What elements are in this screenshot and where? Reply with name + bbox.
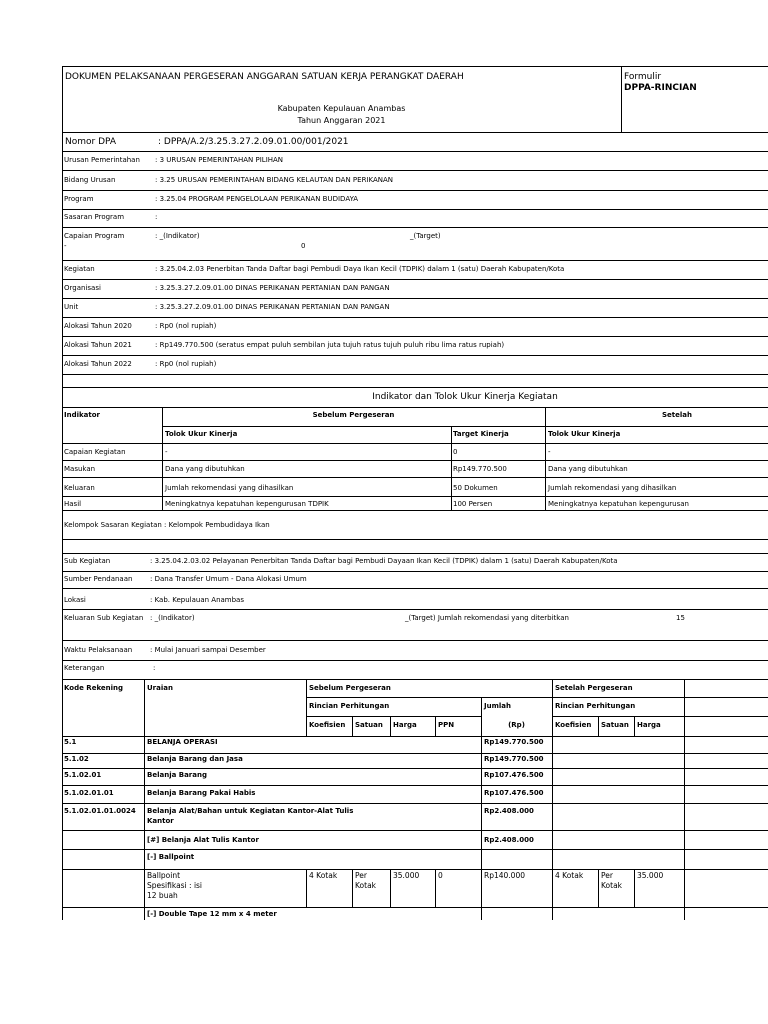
rincian-last-item: [-] Double Tape 12 mm x 4 meter [147,910,277,918]
kinerja-row-tolok2: Meningkatnya kepatuhan kepengurusan [548,500,689,508]
rincian-col-koef2: Koefisien [555,721,592,729]
kinerja-row-tolok: Dana yang dibutuhkan [165,465,245,473]
rincian-row-uraian: Belanja Alat/Bahan untuk Kegiatan Kantor-Alat Tulis [147,807,354,815]
alokasi-2022-label: Alokasi Tahun 2022 [64,360,132,368]
kinerja-row-tolok: - [165,448,168,456]
bidang-value: : 3.25 URUSAN PEMERINTAHAN BIDANG KELAUTAN DAN PERIKANAN [155,176,394,184]
rincian-col-satuan: Satuan [355,721,383,729]
rincian-col-sebelum: Sebelum Pergeseran [309,684,391,692]
rincian-col-rincian2: Rincian Perhitungan [555,702,636,710]
unit-label: Unit [64,303,79,311]
kinerja-row-tolok2: - [548,448,551,456]
item-satuan-2: Kotak [355,881,377,890]
rincian-row-uraian: [-] Ballpoint [147,853,195,861]
region-name: Kabupaten Kepulauan Anambas [277,104,406,113]
kinerja-col-setelah: Setelah [662,411,692,419]
rincian-row-uraian: Belanja Barang [147,771,207,779]
item-harga: 35.000 [393,871,420,880]
organisasi-label: Organisasi [64,284,101,292]
item-satuan2: Per [601,871,613,880]
kinerja-row-ind: Masukan [64,465,96,473]
alokasi-2022-value: : Rp0 (nol rupiah) [155,360,217,368]
sasaran-value: : [155,213,158,221]
kinerja-row-target: 50 Dokumen [453,484,498,492]
kinerja-col-tolok2: Tolok Ukur Kinerja [548,430,621,438]
rincian-col-harga2: Harga [637,721,661,729]
item-ppn: 0 [438,871,443,880]
rincian-col-setelah: Setelah Pergeseran [555,684,633,692]
keluaran-sub-indikator: : _(Indikator) [150,614,195,622]
rincian-row-uraian: Belanja Barang dan Jasa [147,755,243,763]
kinerja-row-tolok: Meningkatnya kepatuhan kepengurusan TDPIK [165,500,329,508]
keterangan-label: Keterangan [64,664,105,672]
rincian-row-uraian: [#] Belanja Alat Tulis Kantor [147,836,259,844]
item-harga2: 35.000 [637,871,664,880]
unit-value: : 3.25.3.27.2.09.01.00 DINAS PERIKANAN PERTANIAN DAN PANGAN [155,303,390,311]
capaian-dash: - [64,242,67,250]
lokasi-label: Lokasi [64,596,86,604]
kinerja-row-ind: Capaian Kegiatan [64,448,126,456]
program-label: Program [64,195,94,203]
waktu-value: : Mulai Januari sampai Desember [150,646,266,654]
waktu-label: Waktu Pelaksanaan [64,646,133,654]
keterangan-value: : [153,664,156,672]
capaian-label: Capaian Program [64,232,125,240]
budget-year: Tahun Anggaran 2021 [297,116,386,125]
rincian-row-kode: 5.1.02.01.01.0024 [64,807,136,815]
item-qty: 12 buah [147,891,178,900]
kegiatan-value: : 3.25.04.2.03 Penerbitan Tanda Daftar bagi Pembudi Daya Ikan Kecil (TDPIK) dalam 1 (satu) Daerah Kabupaten/Kota [155,265,565,273]
keluaran-sub-number: 15 [676,614,685,622]
organisasi-value: : 3.25.3.27.2.09.01.00 DINAS PERIKANAN PERTANIAN DAN PANGAN [155,284,390,292]
nomor-dpa-value: : DPPA/A.2/3.25.3.27.2.09.01.00/001/2021 [158,137,349,147]
rincian-row-uraian: BELANJA OPERASI [147,738,218,746]
sasaran-label: Sasaran Program [64,213,125,221]
alokasi-2020-label: Alokasi Tahun 2020 [64,322,132,330]
item-koef2: 4 Kotak [555,871,584,880]
kinerja-row-target: 0 [453,448,458,456]
keluaran-sub-target: _(Target) Jumlah rekomendasi yang diterbitkan [405,614,569,622]
kinerja-row-ind: Keluaran [64,484,95,492]
capaian-zero: 0 [301,242,306,250]
rincian-row-kode: 5.1.02.01.01 [64,789,114,797]
keluaran-sub-label: Keluaran Sub Kegiatan [64,614,144,622]
kinerja-col-tolok: Tolok Ukur Kinerja [165,430,238,438]
bidang-label: Bidang Urusan [64,176,116,184]
rincian-col-satuan2: Satuan [601,721,629,729]
kinerja-row-tolok: Jumlah rekomendasi yang dihasilkan [165,484,294,492]
capaian-indikator: : _(Indikator) [155,232,200,240]
kinerja-row-tolok2: Dana yang dibutuhkan [548,465,628,473]
rincian-row-kode: 5.1 [64,738,77,746]
alokasi-2021-label: Alokasi Tahun 2021 [64,341,132,349]
rincian-row-jumlah: Rp107.476.500 [484,771,544,779]
program-value: : 3.25.04 PROGRAM PENGELOLAAN PERIKANAN BUDIDAYA [155,195,359,203]
rincian-col-rp: (Rp) [508,721,525,729]
rincian-col-ppn: PPN [438,721,455,729]
rincian-row-jumlah: Rp2.408.000 [484,807,534,815]
rincian-col-koef: Koefisien [309,721,346,729]
capaian-target: _(Target) [410,232,441,240]
lokasi-value: : Kab. Kepulauan Anambas [150,596,244,604]
kinerja-row-target: 100 Persen [453,500,493,508]
rincian-col-jumlah: Jumlah [484,702,511,710]
subkeg-label: Sub Kegiatan [64,557,111,565]
kinerja-row-target: Rp149.770.500 [453,465,507,473]
rincian-row-jumlah: Rp149.770.500 [484,755,544,763]
nomor-dpa-label: Nomor DPA [65,137,117,147]
rincian-row-uraian-cont: Kantor [147,817,174,825]
urusan-label: Urusan Pemerintahan [64,156,140,164]
kinerja-col-target: Target Kinerja [453,430,509,438]
rincian-row-uraian: Belanja Barang Pakai Habis [147,789,256,797]
sumber-value: : Dana Transfer Umum - Dana Alokasi Umum [150,575,307,583]
item-name: Ballpoint [147,871,181,880]
subkeg-value: : 3.25.04.2.03.02 Pelayanan Penerbitan Tanda Daftar bagi Pembudi Dayaan Ikan Kecil (TDPIK) dalam 1 (satu) Daerah Kabupaten/Kota [150,557,618,565]
alokasi-2021-value: : Rp149.770.500 (seratus empat puluh sembilan juta tujuh ratus tujuh puluh ribu lima ratus rupiah) [155,341,505,349]
alokasi-2020-value: : Rp0 (nol rupiah) [155,322,217,330]
urusan-value: : 3 URUSAN PEMERINTAHAN PILIHAN [155,156,284,164]
rincian-row-jumlah: Rp149.770.500 [484,738,544,746]
kelompok-sasaran: Kelompok Sasaran Kegiatan : Kelompok Pembudidaya Ikan [64,521,270,529]
document-title: DOKUMEN PELAKSANAAN PERGESERAN ANGGARAN SATUAN KERJA PERANGKAT DAERAH [65,72,464,82]
kinerja-col-indikator: Indikator [64,411,100,419]
rincian-col-harga: Harga [393,721,417,729]
item-satuan2-2: Kotak [601,881,623,890]
rincian-row-jumlah: Rp107.476.500 [484,789,544,797]
kegiatan-label: Kegiatan [64,265,95,273]
rincian-row-kode: 5.1.02.01 [64,771,102,779]
item-spec: Spesifikasi : isi [147,881,203,890]
kinerja-row-tolok2: Jumlah rekomendasi yang dihasilkan [548,484,677,492]
rincian-col-uraian: Uraian [147,684,173,692]
kinerja-row-ind: Hasil [64,500,82,508]
sumber-label: Sumber Pendanaan [64,575,133,583]
document-page [62,66,768,920]
item-jumlah: Rp140.000 [484,871,525,880]
rincian-row-kode: 5.1.02 [64,755,89,763]
rincian-col-kode: Kode Rekening [64,684,124,692]
form-code: DPPA-RINCIAN [624,83,697,93]
item-koef: 4 Kotak [309,871,338,880]
rincian-row-jumlah: Rp2.408.000 [484,836,534,844]
kinerja-col-sebelum: Sebelum Pergeseran [312,411,395,419]
item-satuan: Per [355,871,367,880]
rincian-col-rincian: Rincian Perhitungan [309,702,390,710]
kinerja-title: Indikator dan Tolok Ukur Kinerja Kegiatan [372,392,558,402]
form-label: Formulir [624,72,662,82]
